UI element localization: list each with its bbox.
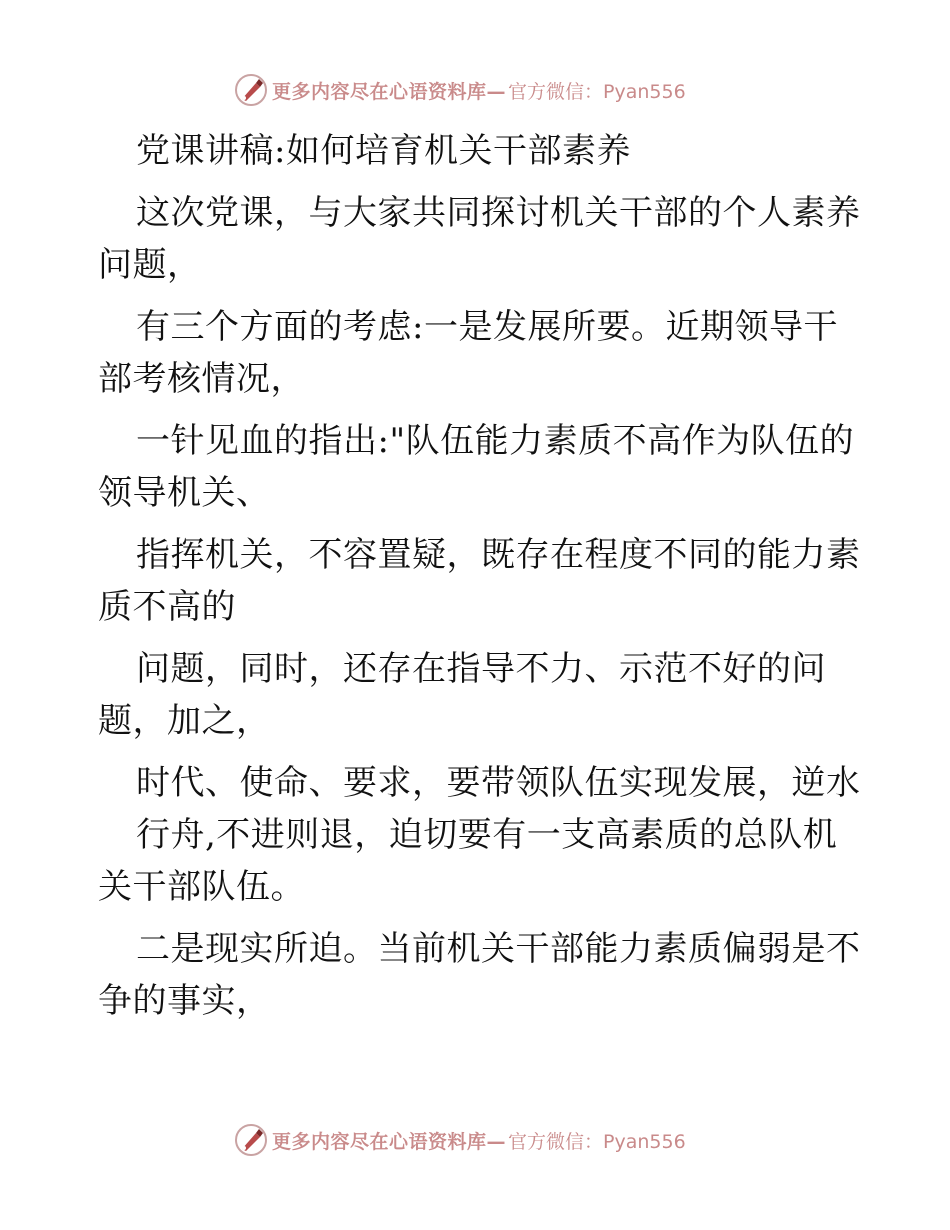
pen-logo-icon: [234, 73, 268, 107]
text-line: 质不高的: [98, 587, 236, 627]
text-line: 部考核情况，: [98, 359, 305, 399]
banner-wechat: 官方微信：Pyan556: [508, 80, 686, 103]
text-line: 指挥机关，不容置疑，既存在程度不同的能力素: [136, 535, 861, 575]
header-banner: [234, 72, 686, 108]
text-line: 题，加之，: [98, 701, 271, 741]
banner-slogan: 更多内容尽在心语资料库—: [272, 80, 507, 103]
text-line: 时代、使命、要求，要带领队伍实现发展，逆水: [136, 763, 861, 803]
text-line: 关干部队伍。: [98, 867, 305, 907]
text-line: 问题，同时，还存在指导不力、示范不好的问: [136, 649, 826, 689]
document-body: [98, 125, 861, 1027]
banner-slogan: 更多内容尽在心语资料库—: [272, 1130, 507, 1153]
banner-wechat: 官方微信：Pyan556: [508, 1130, 686, 1153]
pen-logo-icon: [234, 1123, 268, 1157]
text-line: 有三个方面的考虑:一是发展所要。近期领导干: [136, 307, 838, 347]
text-line: 行舟,不进则退，迫切要有一支高素质的总队机: [136, 815, 838, 855]
text-line: 二是现实所迫。当前机关干部能力素质偏弱是不: [136, 929, 861, 969]
text-line: 一针见血的指出:"队伍能力素质不高作为队伍的: [136, 421, 855, 461]
text-line: 领导机关、: [98, 473, 271, 513]
document-title: 党课讲稿:如何培育机关干部素养: [136, 131, 631, 171]
text-line: 这次党课，与大家共同探讨机关干部的个人素养: [136, 193, 861, 233]
footer-banner: [234, 1122, 686, 1158]
text-line: 争的事实，: [98, 981, 271, 1021]
text-line: 问题，: [98, 245, 202, 285]
